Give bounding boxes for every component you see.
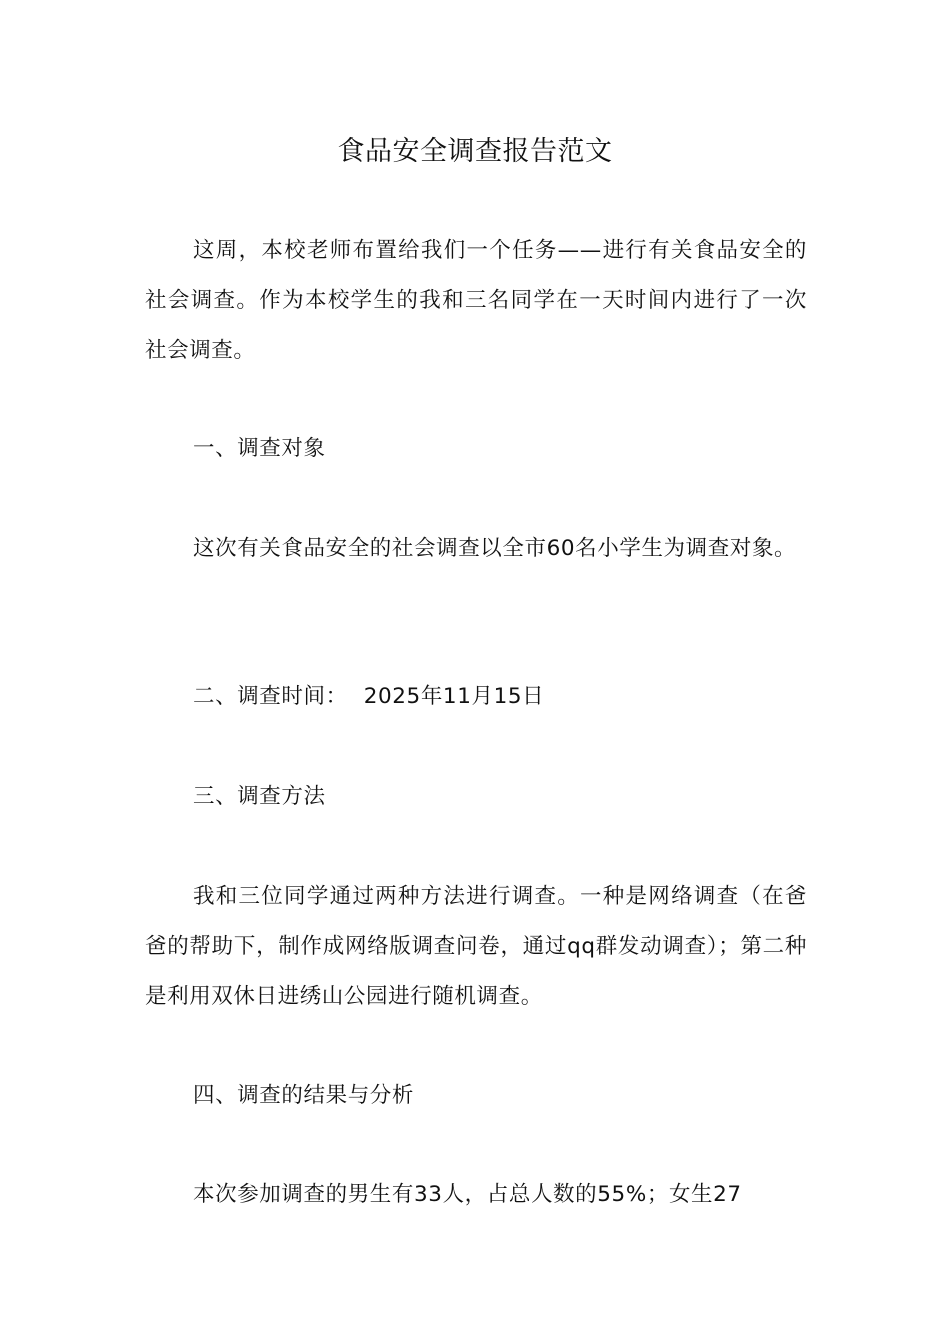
section-heading-subjects: 一、调查对象 bbox=[193, 436, 326, 461]
document-title: 食品安全调查报告范文 bbox=[337, 136, 613, 167]
section-heading-results: 四、调查的结果与分析 bbox=[193, 1083, 415, 1108]
survey-date: 2025年11月15日 bbox=[363, 684, 545, 709]
method-paragraph: 我和三位同学通过两种方法进行调查。一种是网络调查（在爸爸的帮助下，制作成网络版调查问卷，通过qq群发动调查）；第二种是利用双休日进绣山公园进行随机调查。 bbox=[145, 884, 807, 1009]
section-heading-method: 三、调查方法 bbox=[193, 784, 326, 809]
survey-time-line bbox=[193, 672, 544, 722]
intro-paragraph: 这周，本校老师布置给我们一个任务——进行有关食品安全的社会调查。作为本校学生的我和三名同学在一天时间内进行了一次社会调查。 bbox=[145, 238, 807, 363]
results-paragraph: 本次参加调查的男生有33人，占总人数的55%；女生27 bbox=[193, 1182, 742, 1207]
section-heading-time: 二、调查时间： bbox=[193, 684, 348, 709]
subjects-paragraph: 这次有关食品安全的社会调查以全市60名小学生为调查对象。 bbox=[193, 536, 797, 561]
